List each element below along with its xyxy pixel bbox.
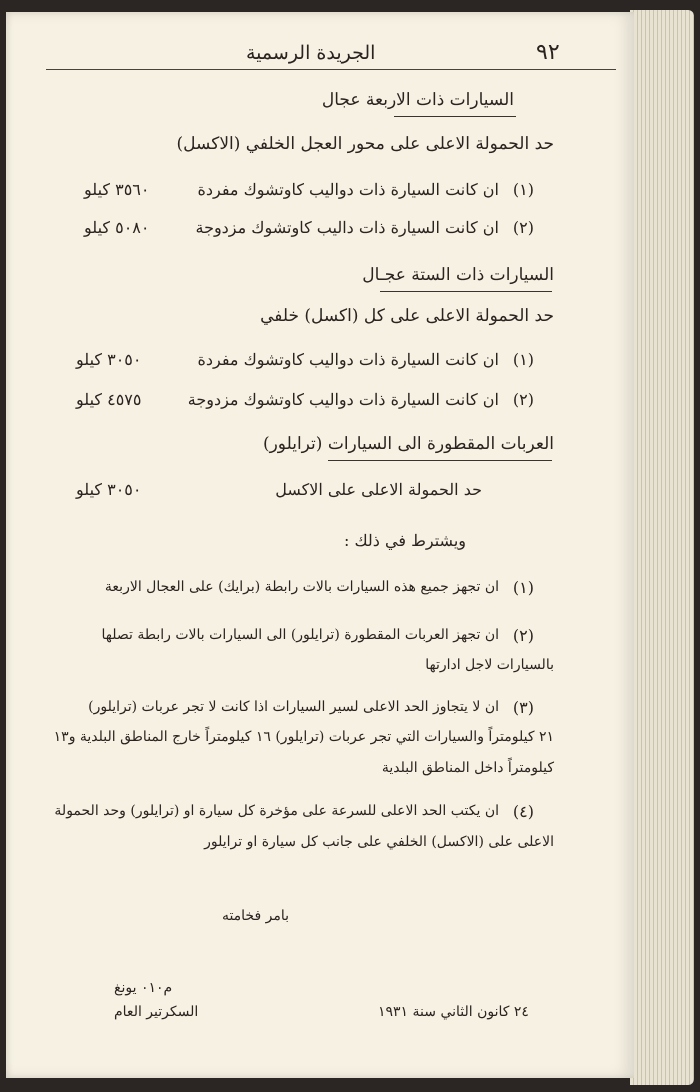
condition-1-line1: ان تجهز جميع هذه السيارات بالات رابطة (برايك) على العجال الاربعة (104, 579, 499, 595)
condition-4-line2: الاعلى على (الاكسل) الخلفي على جانب كل سيارة او ترايلور (204, 834, 554, 850)
item-four-wheel-1-text: ان كانت السيارة ذات دواليب كاوتشوك مفردة (197, 180, 499, 199)
condition-4-line1: ان يكتب الحد الاعلى للسرعة على مؤخرة كل سيارة او (ترايلور) وحد الحمولة (54, 803, 499, 819)
section-title-four-wheel: السيارات ذات الاربعة عجال (321, 90, 514, 110)
item-six-wheel-2-value: ٤٥٧٥ كيلو (76, 390, 142, 409)
trailers-value: ٣٠٥٠ كيلو (76, 480, 142, 499)
condition-3-num: (٣) (512, 698, 534, 717)
document-page (6, 12, 634, 1078)
condition-2-num: (٢) (512, 626, 534, 645)
conditions-intro: ويشترط في ذلك : (343, 531, 466, 550)
item-four-wheel-1-num: (١) (512, 180, 534, 199)
condition-2-line2: بالسيارات لاجل ادارتها (425, 657, 554, 673)
rule-six-wheel: حد الحمولة الاعلى على كل (اكسل) خلفي (260, 306, 554, 326)
by-order: بامر فخامته (221, 908, 289, 924)
item-four-wheel-2-text: ان كانت السيارة ذات داليب كاوتشوك مزدوجة (195, 218, 499, 237)
condition-3-line2: ٢١ كيلومتراً والسيارات التي تجر عربات (ترايلور) ١٦ كيلومتراً خارج المناطق البلدية و١٣ (53, 729, 554, 745)
item-six-wheel-1-text: ان كانت السيارة ذات دواليب كاوتشوك مفردة (197, 350, 499, 369)
condition-3-line3: كيلومتراً داخل المناطق البلدية (381, 760, 554, 776)
item-six-wheel-2-num: (٢) (512, 390, 534, 409)
item-six-wheel-2-text: ان كانت السيارة ذات دواليب كاوتشوك مزدوجة (187, 390, 499, 409)
item-six-wheel-1-num: (١) (512, 350, 534, 369)
condition-4-num: (٤) (512, 802, 534, 821)
signer-title: السكرتير العام (114, 1004, 199, 1020)
item-six-wheel-1-value: ٣٠٥٠ كيلو (76, 350, 142, 369)
section-underline (328, 460, 552, 461)
section-underline (380, 291, 552, 292)
item-four-wheel-2-num: (٢) (512, 218, 534, 237)
condition-3-line1: ان لا يتجاوز الحد الاعلى لسير السيارات اذا كانت لا تجر عربات (ترايلور) (88, 699, 499, 715)
item-four-wheel-1-value: ٣٥٦٠ كيلو (84, 180, 150, 199)
journal-title: الجريدة الرسمية (246, 42, 376, 64)
condition-1-num: (١) (512, 578, 534, 597)
condition-2-line1: ان تجهز العربات المقطورة (ترايلور) الى السيارات بالات رابطة تصلها (101, 627, 499, 643)
section-underline (394, 116, 516, 117)
section-title-trailers: العربات المقطورة الى السيارات (ترايلور) (262, 434, 554, 454)
item-four-wheel-2-value: ٥٠٨٠ كيلو (84, 218, 150, 237)
header-rule (46, 69, 616, 70)
document-date: ٢٤ كانون الثاني سنة ١٩٣١ (378, 1004, 529, 1020)
section-title-six-wheel: السيارات ذات الستة عجـال (362, 265, 554, 285)
rule-trailers: حد الحمولة الاعلى على الاكسل (275, 480, 482, 499)
book-page-edges (630, 10, 694, 1085)
page-number: ٩٢ (536, 40, 560, 65)
rule-four-wheel: حد الحمولة الاعلى على محور العجل الخلفي (الاكسل) (176, 134, 554, 154)
signer-name: م٠١٠ يونغ (114, 980, 173, 996)
